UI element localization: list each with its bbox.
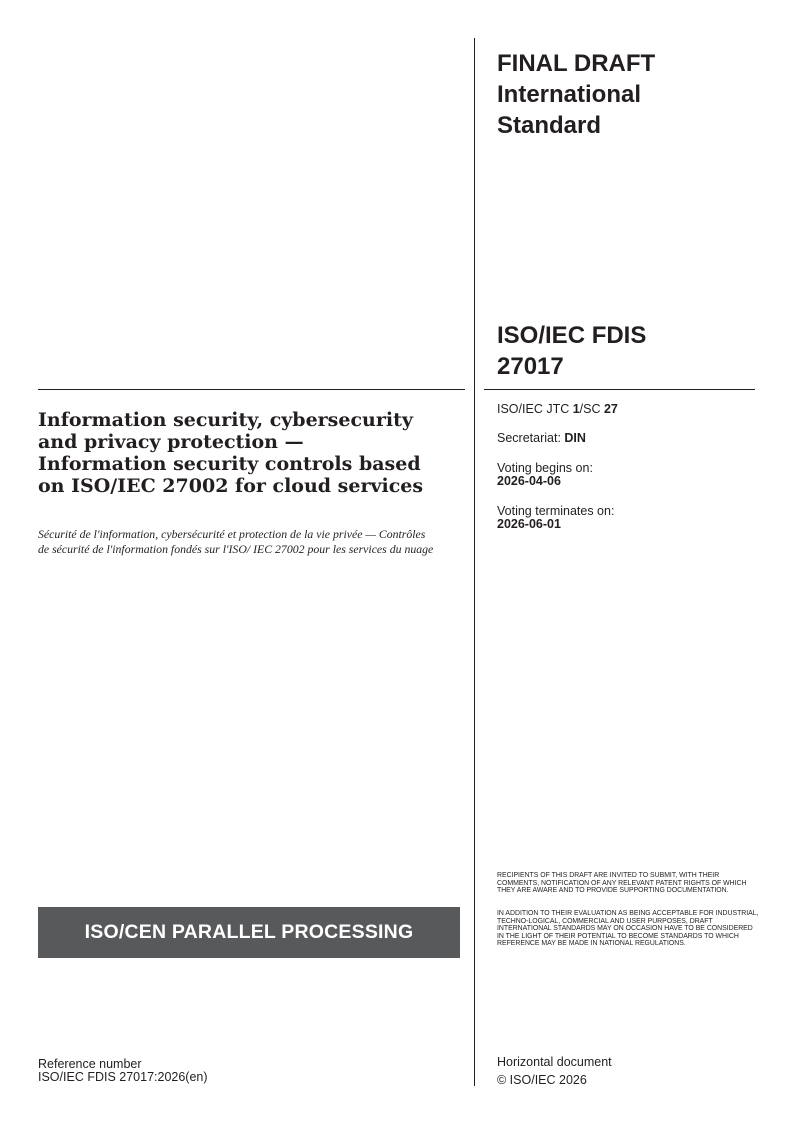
- vertical-divider: [474, 38, 475, 1086]
- document-type-line: International: [497, 81, 642, 108]
- document-type-line: FINAL DRAFT: [497, 50, 656, 77]
- title-line: and privacy protection —: [38, 431, 304, 453]
- voting-terminates-label: Voting terminates on:: [497, 504, 615, 518]
- document-number-line: 27017: [497, 353, 564, 380]
- patent-notice: RECIPIENTS OF THIS DRAFT ARE INVITED TO SUBMIT, WITH THEIR COMMENTS, NOTIFICATION OF ANY RELEVANT PATENT RIGHTS OF WHICH THEY ARE AWARE AND TO PROVIDE SUPPORTING DOCUMENTATION.: [497, 872, 747, 895]
- copyright: © ISO/IEC 2026: [497, 1073, 587, 1087]
- committee-jtc: 1: [572, 402, 580, 416]
- reference-value: ISO/IEC FDIS 27017:2026(en): [38, 1070, 208, 1084]
- voting-terminates-date: 2026-06-01: [497, 517, 561, 531]
- committee-reference: [497, 402, 618, 417]
- secretariat-label: Secretariat:: [497, 431, 565, 445]
- document-number-line: ISO/IEC FDIS: [497, 322, 647, 349]
- document-type-line: Standard: [497, 112, 602, 139]
- voting-begins-date: 2026-04-06: [497, 474, 561, 488]
- left-horizontal-divider: [38, 389, 465, 390]
- voting-begins: [497, 462, 593, 488]
- document-title: [38, 409, 468, 497]
- right-horizontal-divider: [484, 389, 755, 390]
- committee-prefix: ISO/IEC JTC: [497, 402, 573, 416]
- secretariat-value: DIN: [564, 431, 586, 445]
- voting-terminates: [497, 505, 614, 531]
- secretariat: [497, 432, 586, 445]
- voting-begins-label: Voting begins on:: [497, 461, 593, 475]
- french-title: Sécurité de l'information, cybersécurité et protection de la vie privée — Contrôles de sécurité de l'information fondés sur l'ISO/ IEC 27002 pour les services du nuage: [38, 527, 434, 556]
- evaluation-notice: IN ADDITION TO THEIR EVALUATION AS BEING ACCEPTABLE FOR INDUSTRIAL, TECHNO-LOGICAL, COMMERCIAL AND USER PURPOSES, DRAFT INTERNATIONAL STANDARDS MAY ON OCCASION HAVE TO BE CONSIDERED IN THE LIGHT OF THEIR POTENTIAL TO BECOME STANDARDS TO WHICH REFERENCE MAY BE MADE IN NATIONAL REGULATIONS.: [497, 910, 759, 948]
- document-number: [497, 320, 757, 382]
- document-kind: Horizontal document: [497, 1055, 612, 1069]
- document-type: [497, 48, 757, 141]
- banner-text: ISO/CEN PARALLEL PROCESSING: [84, 921, 414, 943]
- footer-info: [497, 1053, 612, 1089]
- parallel-processing-banner: [38, 907, 460, 958]
- title-line: Information security controls based: [38, 453, 421, 475]
- committee-separator: /SC: [579, 402, 604, 416]
- title-line: Information security, cybersecurity: [38, 409, 413, 431]
- reference-label: Reference number: [38, 1057, 142, 1071]
- reference-number: [38, 1058, 208, 1084]
- committee-sc: 27: [603, 402, 618, 416]
- title-line: on ISO/IEC 27002 for cloud services: [38, 475, 424, 497]
